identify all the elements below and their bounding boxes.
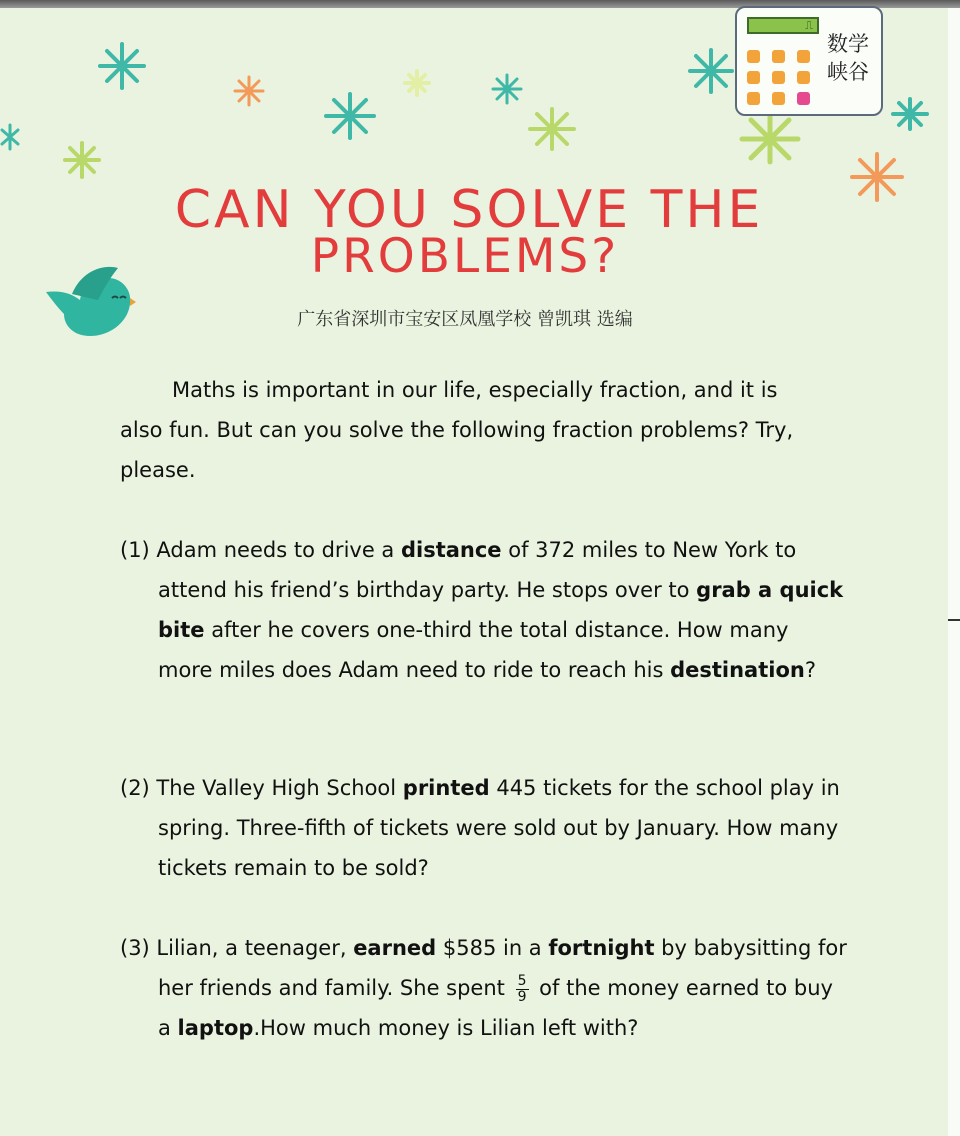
page-right-margin	[948, 8, 960, 1136]
star-icon	[232, 74, 266, 108]
intro-paragraph: Maths is important in our life, especially fraction, and it is also fun. But can you solve the following fraction problems? Try, please.	[120, 378, 794, 482]
problem-2	[120, 768, 848, 888]
page-title-line-1: CAN YOU SOLVE THE	[174, 180, 764, 240]
problem-text: $585 in a	[436, 936, 549, 960]
vocab-term: printed	[402, 776, 490, 800]
logo-text-line: 数学	[827, 32, 869, 56]
logo-text-line: 峡谷	[827, 60, 869, 84]
calculator-key	[797, 71, 810, 84]
wave-icon: ⎍	[805, 19, 813, 32]
calculator-key	[772, 71, 785, 84]
problem-3	[120, 928, 848, 1048]
vocab-term: destination	[670, 658, 805, 682]
star-icon	[526, 106, 578, 152]
star-icon	[322, 90, 378, 142]
calculator-key	[772, 92, 785, 105]
problem-text: (2) The Valley High School	[120, 776, 403, 800]
calculator-key	[747, 92, 760, 105]
calculator-key	[747, 71, 760, 84]
calculator-key	[797, 50, 810, 63]
calculator-key	[772, 50, 785, 63]
problem-text: (3) Lilian, a teenager,	[120, 936, 354, 960]
math-canyon-logo	[735, 6, 883, 116]
star-icon	[402, 68, 432, 98]
calculator-screen	[747, 17, 819, 34]
star-icon	[62, 140, 102, 180]
calculator-key	[797, 92, 810, 105]
problem-1	[120, 530, 848, 690]
bird-icon	[42, 264, 136, 344]
problem-text: 445 tickets for the school play in spring. Three-fifth of tickets were sold out by January. How many tickets remain to be sold?	[158, 776, 840, 880]
star-icon	[490, 72, 524, 106]
calculator-key	[747, 50, 760, 63]
star-icon	[96, 40, 148, 92]
vocab-term: earned	[353, 936, 437, 960]
star-icon	[0, 122, 20, 152]
logo-text	[827, 30, 869, 86]
star-icon	[686, 46, 736, 96]
vocab-term: distance	[400, 538, 502, 562]
fraction-denominator: 9	[517, 988, 527, 1005]
fraction-numerator: 5	[517, 972, 527, 989]
page-title-line-2: PROBLEMS?	[310, 229, 620, 284]
vocab-term: fortnight	[548, 936, 655, 960]
problem-text: after he covers one-third the total distance. How many more miles does Adam need to ride to reach his	[158, 618, 789, 682]
author-credit: 广东省深圳市宝安区凤凰学校 曾凯琪 选编	[297, 309, 633, 330]
star-icon	[890, 96, 930, 132]
problem-text: of the money earned to buy a	[158, 976, 833, 1040]
problem-text: (1) Adam needs to drive a	[120, 538, 401, 562]
problem-text: by babysitting for her friends and family. She spent	[158, 936, 847, 1000]
problem-text: ?	[804, 658, 816, 682]
fraction	[516, 974, 529, 1005]
vocab-term: laptop	[177, 1016, 254, 1040]
vocab-term: grab a quick bite	[158, 578, 844, 642]
star-icon	[738, 112, 802, 166]
problem-text: of 372 miles to New York to attend his friend’s birthday party. He stops over to	[158, 538, 797, 602]
page-edge-mark	[948, 619, 960, 621]
problem-text: .How much money is Lilian left with?	[253, 1016, 639, 1040]
